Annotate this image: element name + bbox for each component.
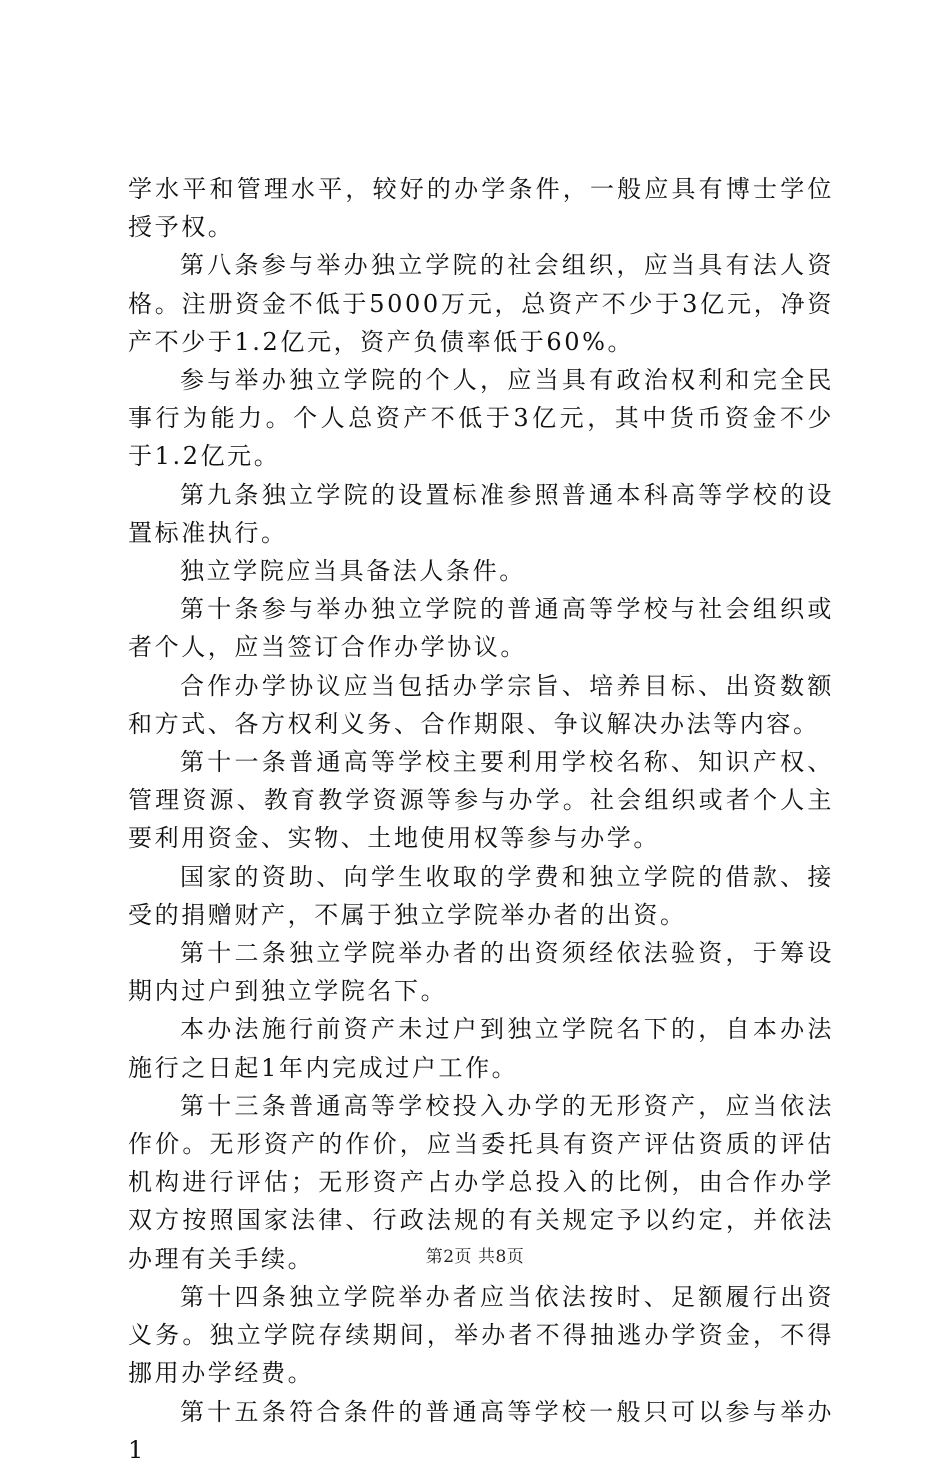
paragraph-article-11: 第十一条普通高等学校主要利用学校名称、知识产权、管理资源、教育教学资源等参与办学。社会组织或者个人主要利用资金、实物、土地使用权等参与办学。 — [128, 748, 834, 853]
paragraph-article-8-individual: 参与举办独立学院的个人，应当具有政治权利和完全民事行为能力。个人总资产不低于3亿元，其中货币资金不少于1.2亿元。 — [128, 366, 834, 471]
paragraph-article-12-transfer: 本办法施行前资产未过户到独立学院名下的，自本办法施行之日起1年内完成过户工作。 — [128, 1015, 834, 1082]
document-body — [128, 170, 834, 1469]
paragraph-continuation: 学水平和管理水平，较好的办学条件，一般应具有博士学位授予权。 — [128, 175, 834, 242]
paragraph-article-13: 第十三条普通高等学校投入办学的无形资产，应当依法作价。无形资产的作价，应当委托具有资产评估资质的评估机构进行评估；无形资产占办学总投入的比例，由合作办学双方按照国家法律、行政法规的有关规定予以约定，并依法办理有关手续。 — [128, 1091, 834, 1273]
paragraph-article-9: 第九条独立学院的设置标准参照普通本科高等学校的设置标准执行。 — [128, 480, 834, 547]
paragraph-article-14: 第十四条独立学院举办者应当依法按时、足额履行出资义务。独立学院存续期间，举办者不得抽逃办学资金，不得挪用办学经费。 — [128, 1282, 834, 1388]
paragraph-article-8: 第八条参与举办独立学院的社会组织，应当具有法人资格。注册资金不低于5000万元，总资产不少于3亿元，净资产不少于1.2亿元，资产负债率低于60%。 — [128, 251, 834, 356]
paragraph-article-11-funding: 国家的资助、向学生收取的学费和独立学院的借款、接受的捐赠财产，不属于独立学院举办者的出资。 — [128, 862, 834, 929]
paragraph-article-10-agreement: 合作办学协议应当包括办学宗旨、培养目标、出资数额和方式、各方权利义务、合作期限、争议解决办法等内容。 — [128, 671, 834, 738]
paragraph-article-9-legal-person: 独立学院应当具备法人条件。 — [180, 557, 526, 586]
paragraph-article-12: 第十二条独立学院举办者的出资须经依法验资，于筹设期内过户到独立学院名下。 — [128, 939, 834, 1006]
paragraph-article-15: 第十五条符合条件的普通高等学校一般只可以参与举办1 — [128, 1397, 834, 1464]
paragraph-article-10: 第十条参与举办独立学院的普通高等学校与社会组织或者个人，应当签订合作办学协议。 — [128, 595, 834, 662]
page-number-footer: 第2页 共8页 — [425, 1247, 525, 1267]
